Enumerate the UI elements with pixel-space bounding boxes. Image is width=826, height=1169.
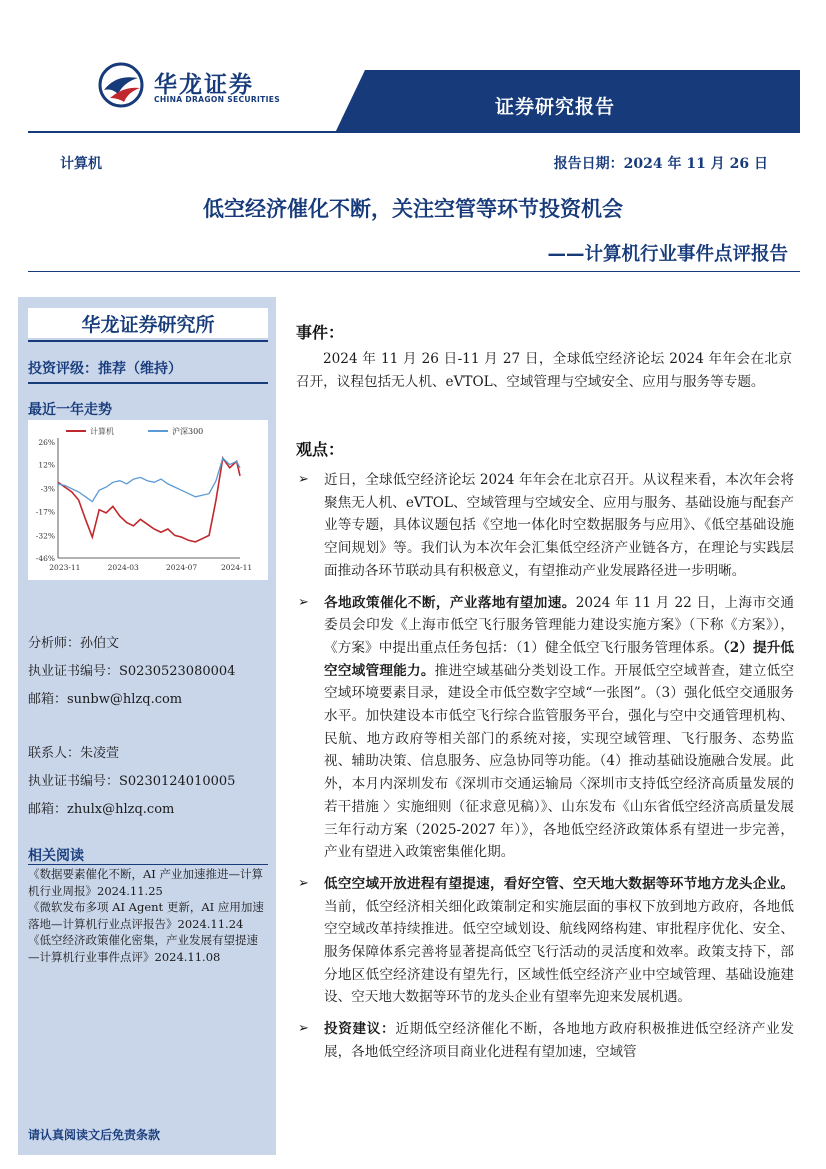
page-title: 低空经济催化不断，关注空管等环节投资机会: [203, 197, 623, 221]
page-subtitle: ——计算机行业事件点评报告: [547, 244, 788, 265]
chart-legend-label: 计算机: [90, 427, 114, 436]
trend-label: 最近一年走势: [28, 402, 112, 418]
bullet-text: 近日，全球低空经济论坛 2024 年年会在北京召开。从议程来看，本次年会将聚焦无人机、eVTOL、空域管理与空域安全、应用与服务、基础设施与配套产业等专题，具体议题包括《空地一体化时空数据服务与应用》、《低空基础设施空间规划》等。我们认为本次年会汇集低空经济产业链各方，在理论与实践层面推动各环节联动具有积极意义，有望推动产业发展路径进一步明晰。: [324, 472, 794, 579]
investment-rating: 投资评级：推荐（维持）: [28, 361, 182, 377]
related-reading-label: 相关阅读: [28, 848, 84, 864]
contact-name: 联系人：朱凌萱: [28, 746, 120, 761]
chart-series-line: [58, 458, 240, 502]
report-type: 证券研究报告: [495, 96, 616, 118]
sidebar-divider: [28, 382, 268, 384]
event-paragraph: [296, 348, 792, 393]
sidebar-divider: [28, 340, 268, 342]
title-divider: [28, 271, 800, 272]
chart-y-tick-label: -46%: [35, 554, 55, 563]
chart-y-tick-label: -32%: [35, 531, 55, 541]
industry-label: 计算机: [60, 156, 102, 172]
list-item: [296, 592, 794, 864]
arrow-bullet-icon: ➢: [298, 594, 309, 610]
arrow-bullet-icon: ➢: [298, 1021, 309, 1037]
chart-legend-label: 沪深300: [172, 427, 204, 436]
trend-chart-container: [28, 420, 268, 580]
bullet-emphasis: （2）提升低空空域管理能力。: [324, 639, 794, 679]
event-heading: 事件：: [296, 323, 345, 342]
arrow-bullet-icon: ➢: [298, 875, 309, 891]
bullet-text: 当前，低空经济相关细化政策制定和实施层面的事权下放到地方政府，各地低空空域改革持续推进。低空空域划设、航线网络构建、审批程序优化、安全、服务保障体系完善将显著提高低空飞行活动的灵活度和效率。政策支持下，部分地区低空经济建设有望先行，区域性低空经济产业中空域管理、基础设施建设、空天地大数据等环节的龙头企业有望率先迎来发展机遇。: [324, 898, 794, 1006]
arrow-bullet-icon: ➢: [298, 472, 309, 487]
logo-text-cn: 华龙证券: [154, 72, 254, 98]
report-date: 报告日期：2024 年 11 月 26 日: [553, 156, 768, 172]
bullet-lead: 投资建议：: [324, 1021, 396, 1038]
bullet-text: 2024 年 11 月 22 日，上海市交通委员会印发《上海市低空飞行服务管理能力建设实施方案》（下称《方案》），《方案》中提出重点任务包括：（1）健全低空飞行服务管理体系。: [324, 594, 795, 656]
viewpoint-list: [296, 469, 794, 1073]
logo-text-en: CHINA DRAGON SECURITIES: [154, 95, 280, 104]
list-item: [296, 873, 794, 1009]
trend-chart: [28, 420, 268, 580]
chart-y-tick-label: 12%: [38, 460, 55, 470]
chart-y-tick-label: -3%: [40, 484, 55, 494]
disclaimer-note: 请认真阅读文后免责条款: [28, 1128, 161, 1142]
list-item: [296, 1018, 794, 1063]
related-item[interactable]: 《数据要素催化不断，AI 产业加速推进—计算机行业周报》2024.11.25: [28, 867, 264, 898]
chart-x-tick-label: 2024-03: [107, 563, 139, 572]
analyst-email: 邮箱：sunbw@hlzq.com: [28, 692, 183, 707]
bullet-lead: 各地政策催化不断，产业落地有望加速。: [324, 594, 576, 611]
related-item[interactable]: 《微软发布多项 AI Agent 更新，AI 应用加速落地—计算机行业点评报告》2024.11.24: [28, 900, 264, 931]
chart-series-line: [58, 458, 240, 542]
event-text: 2024 年 11 月 26 日-11 月 27 日，全球低空经济论坛 2024 年年会在北京召开，议程包括无人机、eVTOL、空域管理与空域安全、应用与服务等专题。: [296, 351, 792, 390]
chart-x-tick-label: 2023-11: [49, 563, 81, 572]
view-heading: 观点：: [296, 440, 345, 459]
sidebar-divider: [28, 864, 268, 865]
chart-y-tick-label: 26%: [38, 438, 55, 447]
related-reading-list: [28, 866, 268, 965]
bullet-lead: 低空空域开放进程有望提速，看好空管、空天地大数据等环节地方龙头企业。: [324, 875, 794, 892]
chart-x-tick-label: 2024-07: [166, 563, 198, 572]
chart-y-tick-label: -17%: [35, 507, 55, 517]
related-item[interactable]: 《低空经济政策催化密集，产业发展有望提速—计算机行业事件点评》2024.11.08: [28, 933, 258, 964]
header-divider: [28, 131, 800, 133]
chart-x-tick-label: 2024-11: [220, 563, 253, 572]
bullet-text: 推进空域基础分类划设工作。开展低空空域普查，建立低空空域环境要素目录，建设全市低空数字空域“一张图”。（3）强化低空交通服务水平。加快建设本市低空飞行综合监管服务平台，强化与空中交通管理机构、民航、地方政府等相关部门的系统对接，实现空域管理、飞行服务、态势监视、辅助决策、信息服务、应急协同等功能。（4）推动基础设施融合发展。此外，本月内深圳发布《深圳市交通运输局〈深圳市支持低空经济高质量发展的若干措施 〉实施细则（征求意见稿）》、山东发布《山东省低空经济高质量发展三年行动方案（2025-2027 年）》，各地低空经济政策体系有望进一步完善，产业有望进入政策密集催化期。: [324, 662, 795, 861]
bullet-text: 近期低空经济催化不断，各地地方政府积极推进低空经济产业发展，各地低空经济项目商业化进程有望加速，空域管: [324, 1021, 795, 1060]
analyst-name: 分析师：孙伯文: [28, 636, 120, 651]
company-logo-icon: [98, 62, 144, 108]
analyst-cert: 执业证书编号：S0230523080004: [28, 664, 236, 679]
contact-email: 邮箱：zhulx@hlzq.com: [28, 802, 175, 817]
institute-name: 华龙证券研究所: [81, 314, 215, 336]
contact-cert: 执业证书编号：S0230124010005: [28, 774, 236, 789]
list-item: [296, 469, 794, 583]
